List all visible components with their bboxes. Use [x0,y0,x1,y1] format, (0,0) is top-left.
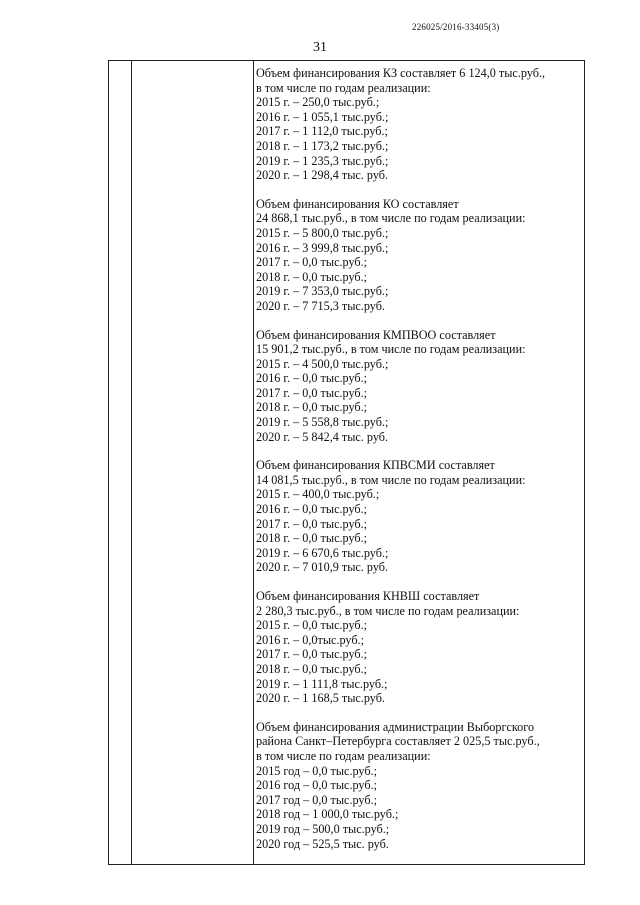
section-text-line: 2017 год – 0,0 тыс.руб.; [256,792,377,807]
financing-section [256,458,581,575]
section-text-line: 2019 г. – 6 670,6 тыс.руб.; [256,545,389,560]
section-heading-line: Объем финансирования КЗ составляет 6 124,0 тыс.руб., [256,66,546,80]
section-text-line: 24 868,1 тыс.руб., в том числе по годам реализации: [256,211,526,226]
section-text-line: 2015 г. – 5 800,0 тыс.руб.; [256,225,389,240]
section-text-line: 2016 г. – 3 999,8 тыс.руб.; [256,240,389,255]
section-text-line: 2020 г. – 5 842,4 тыс. руб. [256,429,389,444]
section-text-line: 2015 год – 0,0 тыс.руб.; [256,763,377,778]
section-text-line: 2017 г. – 0,0 тыс.руб.; [256,255,368,270]
section-heading-line: Объем финансирования КМПВОО составляет [256,327,496,342]
section-text-line: 2020 год – 525,5 тыс. руб. [256,836,389,851]
section-text-line: 2015 г. – 250,0 тыс.руб.; [256,95,380,110]
section-text-line: 2017 г. – 0,0 тыс.руб.; [256,385,368,400]
section-text-line: 2018 г. – 0,0 тыс.руб.; [256,269,368,284]
financing-section [256,197,581,314]
section-text-line: в том числе по годам реализации: [256,80,431,95]
section-text-line: 2018 г. – 0,0 тыс.руб.; [256,661,368,676]
section-text-line: 2015 г. – 400,0 тыс.руб.; [256,487,380,502]
section-text-line: 2 280,3 тыс.руб., в том числе по годам реализации: [256,603,520,618]
section-text-line: 2016 г. – 0,0тыс.руб.; [256,632,364,647]
section-text-line: 2019 год – 500,0 тыс.руб.; [256,821,390,836]
section-text-line: 2016 г. – 1 055,1 тыс.руб.; [256,109,389,124]
section-text-line: 2015 г. – 0,0 тыс.руб.; [256,618,368,633]
section-text-line: 2019 г. – 1 111,8 тыс.руб.; [256,676,388,691]
section-heading-line: Объем финансирования администрации Выборгского [256,719,535,734]
section-text-line: 2018 г. – 0,0 тыс.руб.; [256,400,368,415]
section-text-line: 2016 г. – 0,0 тыс.руб.; [256,371,368,386]
section-heading-line: Объем финансирования КО составляет [256,196,459,211]
financing-section [256,328,581,445]
section-heading-line: Объем финансирования КНВШ составляет [256,589,480,603]
section-text-line: 14 081,5 тыс.руб., в том числе по годам реализации: [256,472,526,487]
section-text-line: 2017 г. – 0,0 тыс.руб.; [256,647,368,662]
section-text-line: 2018 г. – 1 173,2 тыс.руб.; [256,138,389,153]
section-text-line: района Санкт–Петербурга составляет 2 025,5 тыс.руб., [256,734,540,749]
section-text-line: 2017 г. – 1 112,0 тыс.руб.; [256,124,388,139]
section-text-line: 2019 г. – 7 353,0 тыс.руб.; [256,284,389,299]
section-text-line: в том числе по годам реализации: [256,748,431,763]
section-text-line: 2020 г. – 1 168,5 тыс.руб. [256,691,385,706]
column-divider-1 [131,61,132,864]
document-number: 226025/2016-33405(3) [412,22,500,32]
section-heading-line: Объем финансирования КПВСМИ составляет [256,458,495,473]
financing-section [256,589,581,706]
section-text-line: 2015 г. – 4 500,0 тыс.руб.; [256,356,389,371]
section-text-line: 2016 год – 0,0 тыс.руб.; [256,778,377,793]
section-text-line: 2019 г. – 1 235,3 тыс.руб.; [256,153,389,168]
section-text-line: 2020 г. – 1 298,4 тыс. руб. [256,168,389,183]
section-text-line: 15 901,2 тыс.руб., в том числе по годам реализации: [256,342,526,357]
section-text-line: 2020 г. – 7 715,3 тыс.руб. [256,298,385,313]
section-text-line: 2020 г. – 7 010,9 тыс. руб. [256,560,389,575]
financing-section [256,66,581,183]
section-text-line: 2016 г. – 0,0 тыс.руб.; [256,502,368,517]
section-text-line: 2018 г. – 0,0 тыс.руб.; [256,531,368,546]
section-text-line: 2019 г. – 5 558,8 тыс.руб.; [256,415,389,430]
financing-text-cell [256,66,581,865]
section-text-line: 2017 г. – 0,0 тыс.руб.; [256,516,368,531]
column-divider-2 [253,61,254,864]
page-number: 31 [313,40,327,55]
section-text-line: 2018 год – 1 000,0 тыс.руб.; [256,807,399,822]
financing-section [256,720,581,851]
